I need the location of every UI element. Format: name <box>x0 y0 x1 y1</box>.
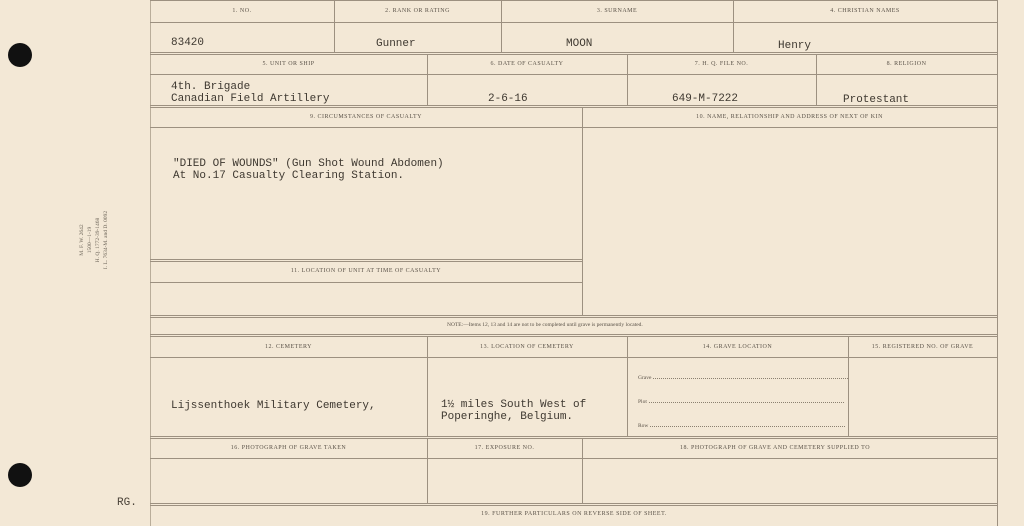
rule <box>427 336 428 437</box>
rule <box>627 336 628 437</box>
rule <box>150 259 582 262</box>
label-grave-location: 14. GRAVE LOCATION <box>702 344 773 350</box>
rule <box>150 357 998 358</box>
rule <box>150 436 998 439</box>
value-surname: MOON <box>566 38 593 50</box>
side-reference-line: H. Q. 1772-39-1468 <box>95 217 101 263</box>
value-hq-file: 649-M-7222 <box>672 93 739 105</box>
label-cemetery: 12. CEMETERY <box>264 344 312 350</box>
label-hq-file: 7. H. Q. FILE NO. <box>694 61 749 67</box>
label-location-unit: 11. LOCATION OF UNIT AT TIME OF CASUALTY <box>290 268 442 274</box>
grave-field <box>638 375 848 381</box>
label-further: 19. FURTHER PARTICULARS ON REVERSE SIDE OF SHEET. <box>481 511 667 517</box>
rule <box>150 127 998 128</box>
side-reference-line: M. F. W. 2642 <box>79 224 85 256</box>
value-rank: Gunner <box>376 38 416 50</box>
label-photo-taken: 16. PHOTOGRAPH OF GRAVE TAKEN <box>230 445 347 451</box>
value-unit-line2: Canadian Field Artillery <box>171 93 330 105</box>
grave-field-label: Grave <box>638 375 652 381</box>
side-reference-line: I. L. 7634-M. and D. 0092 <box>103 210 109 270</box>
punch-hole <box>8 43 32 67</box>
value-date-casualty: 2-6-16 <box>488 93 528 105</box>
value-cemetery: Lijssenthoek Military Cemetery, <box>171 400 376 412</box>
side-reference <box>78 180 110 300</box>
label-surname: 3. SURNAME <box>596 8 638 14</box>
rule <box>997 0 998 526</box>
label-location-cemetery: 13. LOCATION OF CEMETERY <box>480 344 574 350</box>
label-date-casualty: 6. DATE OF CASUALTY <box>490 61 564 67</box>
label-photo-supplied: 18. PHOTOGRAPH OF GRAVE AND CEMETERY SUPPLIED TO <box>680 445 871 451</box>
rule <box>150 503 998 506</box>
value-circumstances-line2: At No.17 Casualty Clearing Station. <box>173 170 405 182</box>
punch-hole <box>8 463 32 487</box>
value-no: 83420 <box>171 37 205 49</box>
rule <box>150 282 582 283</box>
rule <box>150 458 998 459</box>
plot-field-label: Plot <box>638 399 647 405</box>
label-christian-names: 4. CHRISTIAN NAMES <box>830 8 900 14</box>
rule <box>150 315 998 318</box>
rule <box>150 74 998 75</box>
value-location-cemetery-line2: Poperinghe, Belgium. <box>441 411 574 423</box>
side-reference-line: 1500—1-19 <box>87 226 93 254</box>
plot-field <box>638 399 844 405</box>
rule <box>582 107 583 316</box>
rule <box>150 0 998 1</box>
value-christian-names: Henry <box>778 40 812 52</box>
rule <box>150 52 998 55</box>
label-religion: 8. RELIGION <box>886 61 927 67</box>
label-exposure: 17. EXPOSURE NO. <box>474 445 535 451</box>
label-unit: 5. UNIT OR SHIP <box>262 61 315 67</box>
rule <box>150 334 998 337</box>
value-circumstances-line1: "DIED OF WOUNDS" (Gun Shot Wound Abdomen) <box>173 158 444 170</box>
label-next-of-kin: 10. NAME, RELATIONSHIP AND ADDRESS OF NEXT OF KIN <box>696 114 883 120</box>
label-circumstances: 9. CIRCUMSTANCES OF CASUALTY <box>310 114 422 120</box>
label-registered-no: 15. REGISTERED NO. OF GRAVE <box>871 344 974 350</box>
rule <box>150 22 998 23</box>
row-field-label: Row <box>638 423 649 429</box>
value-location-cemetery-line1: 1½ miles South West of <box>441 399 587 411</box>
label-no: 1. NO. <box>232 8 252 14</box>
note: NOTE:—Items 12, 13 and 14 are not to be completed until grave is permanently located. <box>447 322 643 328</box>
row-field <box>638 423 845 429</box>
value-unit-line1: 4th. Brigade <box>171 81 251 93</box>
value-religion: Protestant <box>843 94 910 106</box>
label-rank: 2. RANK OR RATING <box>385 8 450 14</box>
rule <box>848 336 849 437</box>
rg-label: RG. <box>117 497 137 509</box>
